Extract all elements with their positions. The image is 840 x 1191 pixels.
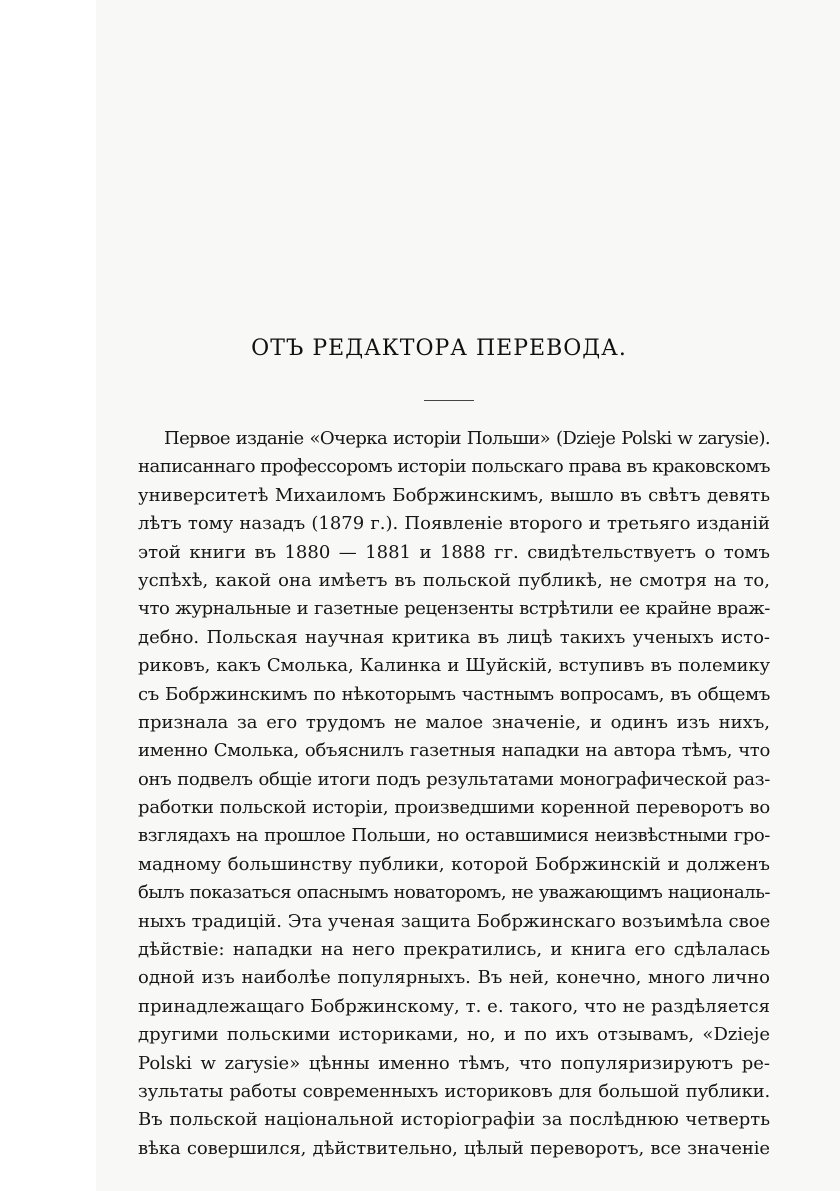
text-line: Первое изданіе «Очерка исторіи Польши» (Dzieje Polski w zarysie). xyxy=(164,428,770,449)
text-line: мадному большинству публики, которой Бобржинскій и долженъ xyxy=(138,853,770,875)
page-heading: ОТЪ РЕДАКТОРА ПЕРЕВОДА. xyxy=(251,336,627,361)
text-line: дѣйствіе: нападки на него прекратились, и книга его сдѣлалась xyxy=(138,939,770,961)
text-line: университетѣ Михаиломъ Бобржинскимъ, вышло въ свѣтъ девять xyxy=(138,484,770,506)
text-line: что журнальные и газетные рецензенты встрѣтили ее крайне враж- xyxy=(138,598,770,620)
text-line: Polski w zarysie» цѣнны именно тѣмъ, что популяризируютъ ре- xyxy=(138,1052,770,1074)
page-margin xyxy=(0,0,96,1191)
text-line: риковъ, какъ Смолька, Калинка и Шуйскій, вступивъ въ полемику xyxy=(138,655,770,677)
text-line: ныхъ традицій. Эта ученая защита Бобржинскаго возъимѣла свое xyxy=(138,910,770,932)
text-line: работки польской исторіи, произведшими коренной переворотъ во xyxy=(138,797,770,819)
text-line: признала за его трудомъ не малое значеніе, и одинъ изъ нихъ, xyxy=(138,711,770,733)
text-line: съ Бобржинскимъ по нѣкоторымъ частнымъ вопросамъ, въ общемъ xyxy=(138,683,770,705)
text-line: именно Смолька, объяснилъ газетныя нападки на автора тѣмъ, что xyxy=(138,740,770,762)
text-line: Въ польской національной исторіографіи за послѣднюю четверть xyxy=(138,1109,770,1131)
text-line: другими польскими историками, но, и по ихъ отзывамъ, «Dzieje xyxy=(138,1024,770,1046)
text-line: лѣтъ тому назадъ (1879 г.). Появленіе второго и третьяго изданій xyxy=(138,513,770,535)
heading-divider xyxy=(424,400,474,401)
text-line: принадлежащаго Бобржинскому, т. е. такого, что не раздѣляется xyxy=(138,995,770,1017)
text-line: написаннаго профессоромъ исторіи польскаго права въ краковскомъ xyxy=(138,456,770,478)
text-line: онъ подвелъ общіе итоги подъ результатами монографической раз- xyxy=(138,768,770,790)
text-line: успѣхѣ, какой она имѣетъ въ польской публикѣ, не смотря на то, xyxy=(138,569,770,591)
text-line: зультаты работы современныхъ историковъ для большой публики. xyxy=(138,1080,770,1102)
text-line: вѣка совершился, дѣйствительно, цѣлый переворотъ, все значеніе xyxy=(138,1137,770,1159)
body-paragraph xyxy=(138,425,770,1163)
text-line: одной изъ наиболѣе популярныхъ. Въ ней, конечно, много лично xyxy=(138,967,770,989)
text-line: взглядахъ на прошлое Польши, но оставшимися неизвѣстными гро- xyxy=(138,825,770,847)
text-line: дебно. Польская научная критика въ лицѣ такихъ ученыхъ исто- xyxy=(138,626,770,648)
text-line: этой книги въ 1880 — 1881 и 1888 гг. свидѣтельствуетъ о томъ xyxy=(138,541,770,563)
text-line: былъ показаться опаснымъ новаторомъ, не уважающимъ националь- xyxy=(138,882,770,904)
